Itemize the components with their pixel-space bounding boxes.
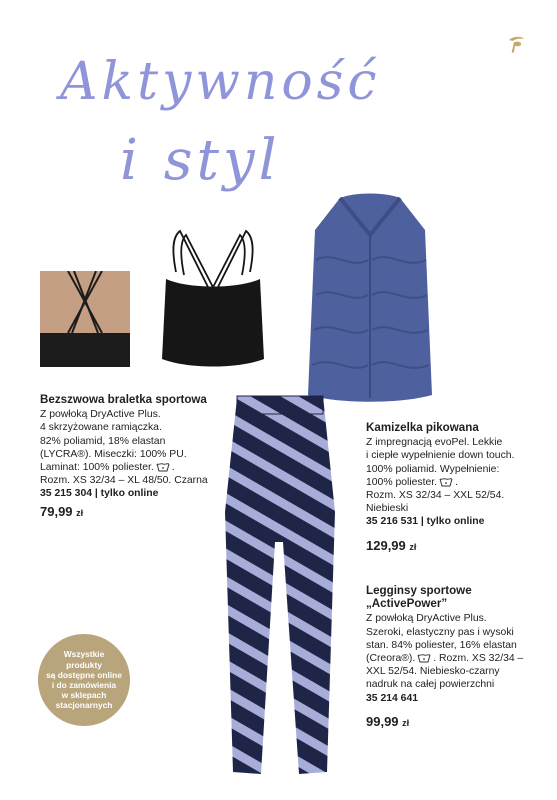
badge-line: produkty: [66, 659, 102, 670]
bra-photo: [158, 227, 268, 372]
product-desc-line: (Creora®). . Rozm. XS 32/34 –: [366, 653, 524, 665]
product-desc-line: Laminat: 100% poliester. .: [40, 462, 175, 474]
badge-line: w sklepach: [61, 690, 107, 701]
product-desc-line: 4 skrzyżowane ramiączka.: [40, 422, 162, 434]
headline-line-1: Aktywność: [60, 52, 381, 112]
badge-line: i do zamówienia: [51, 680, 117, 690]
wash-icon: [417, 653, 431, 663]
product-desc-line: XXL 52/54. Niebiesko-czarny: [366, 666, 500, 678]
badge-line: są dostępne online: [46, 669, 122, 680]
product-desc-line: Szeroki, elastyczny pas i wysoki: [366, 626, 514, 638]
product-name-2: „ActivePower”: [366, 597, 448, 611]
product-desc-line: Rozm. XS 32/34 – XL 48/50. Czarna: [40, 475, 208, 487]
product-desc-line: 100% poliamid. Wypełnienie:: [366, 463, 500, 475]
badge-line: Wszystkie: [63, 649, 105, 660]
product-price: 99,99 zł: [366, 713, 410, 729]
product-desc-line: Z powłoką DryActive Plus.: [366, 613, 487, 625]
headline-line-2: i styl: [120, 128, 281, 193]
product-code: 35 215 304 | tylko online: [40, 488, 159, 500]
product-desc-line: i ciepłe wypełnienie down touch.: [366, 450, 515, 462]
product-desc-line: Z impregnacją evoPel. Lekkie: [366, 437, 503, 449]
product-name: Bezszwowa braletka sportowa: [40, 393, 207, 406]
product-name: Legginsy sportowe: [366, 584, 472, 597]
product-code: 35 214 641: [366, 692, 419, 704]
product-desc-line: (LYCRA®). Miseczki: 100% PU.: [40, 448, 187, 460]
brand-logo-icon: [505, 33, 527, 55]
leggings-photo: [195, 392, 365, 782]
product-price: 129,99 zł: [366, 537, 417, 553]
product-bra: [40, 393, 220, 520]
product-desc-line: Z powłoką DryActive Plus.: [40, 409, 161, 421]
product-desc-line: Rozm. XS 32/34 – XXL 52/54.: [366, 490, 505, 502]
badge-line: stacjonarnych: [55, 700, 113, 711]
bra-back-photo: [40, 271, 130, 367]
product-code: 35 216 531 | tylko online: [366, 516, 485, 528]
product-vest: [366, 421, 536, 554]
product-leggings: [366, 584, 536, 730]
product-desc-line: 82% poliamid, 18% elastan: [40, 435, 166, 447]
wash-icon: [439, 477, 453, 487]
vest-photo: [300, 190, 440, 405]
availability-badge: [38, 634, 130, 726]
product-name: Kamizelka pikowana: [366, 421, 479, 434]
product-desc-line: nadruk na całej powierzchni: [366, 679, 495, 691]
product-desc-line: 100% poliester. .: [366, 476, 458, 488]
wash-icon: [156, 462, 170, 472]
product-price: 79,99 zł: [40, 503, 84, 519]
product-desc-line: stan. 84% poliester, 16% elastan: [366, 639, 517, 651]
product-desc-line: Niebieski: [366, 503, 409, 515]
